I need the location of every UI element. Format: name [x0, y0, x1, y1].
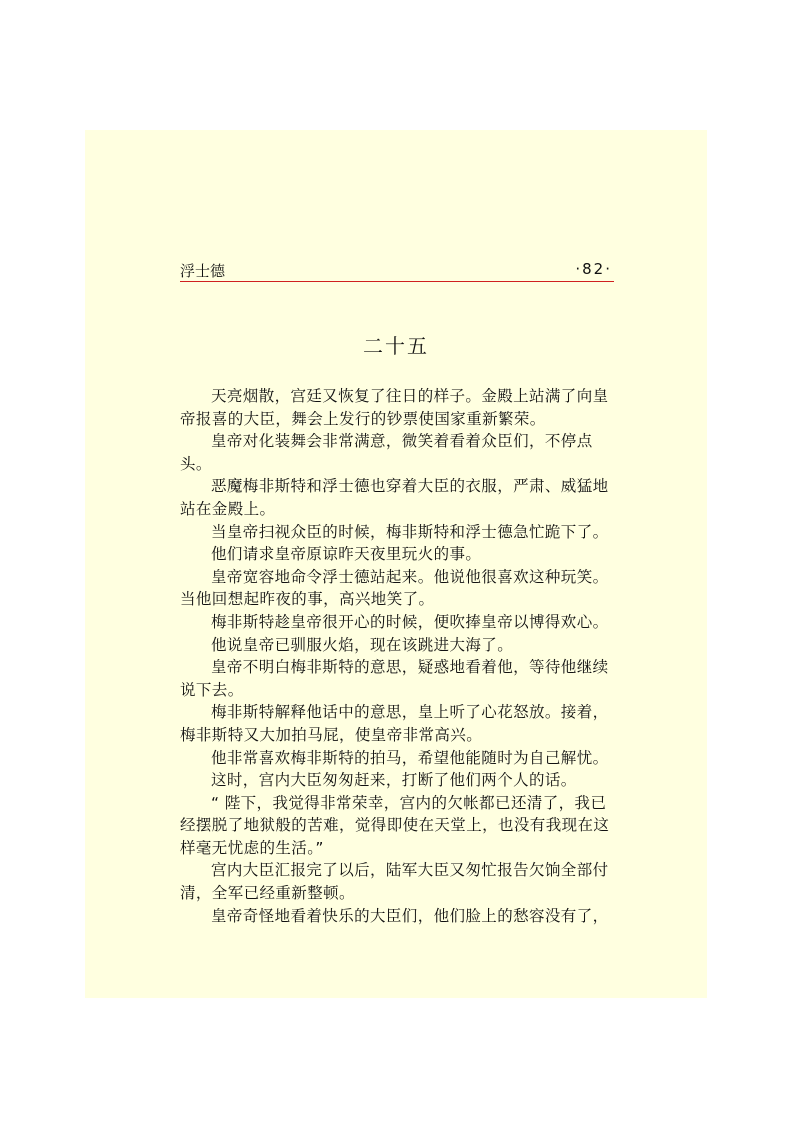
paragraph: 当皇帝扫视众臣的时候，梅非斯特和浮士德急忙跪下了。 [211, 522, 609, 541]
paragraph: 他们请求皇帝原谅昨天夜里玩火的事。 [211, 545, 482, 564]
paragraph: 皇帝宽容地命令浮士德站起来。他说他很喜欢这种玩笑。当他回想起昨夜的事，高兴地笑了。 [180, 567, 609, 609]
paragraph: 天亮烟散，宫廷又恢复了往日的样子。金殿上站满了向皇帝报喜的大臣，舞会上发行的钞票使国家重新繁荣。 [180, 387, 609, 428]
paragraph: 皇帝奇怪地看着快乐的大臣们，他们脸上的愁容没有了， [211, 906, 609, 925]
paragraph: 梅非斯特解释他话中的意思，皇上听了心花怒放。接着，梅非斯特又大加拍马屁，使皇帝非常高兴。 [180, 703, 609, 744]
paragraph: 皇帝不明白梅非斯特的意思，疑惑地看着他，等待他继续说下去。 [180, 658, 609, 699]
page-number: ·82· [575, 260, 612, 278]
book-page [85, 130, 707, 998]
body-text [180, 385, 612, 927]
paragraph: 他非常喜欢梅非斯特的拍马，希望他能随时为自己解忧。 [211, 748, 609, 767]
paragraph: 这时，宫内大臣匆匆赶来，打断了他们两个人的话。 [211, 771, 577, 790]
paragraph: “ 陛下，我觉得非常荣幸，宫内的欠帐都已还清了，我已经摆脱了地狱般的苦难，觉得即使在天堂上，也没有我现在这样毫无忧虑的生活。” [180, 793, 610, 857]
paragraph: 皇帝对化装舞会非常满意，微笑着看着众臣们，不停点头。 [180, 432, 593, 473]
paragraph: 恶魔梅非斯特和浮士德也穿着大臣的衣服，严肃、威猛地站在金殿上。 [180, 477, 609, 518]
chapter-title: 二十五 [363, 334, 429, 358]
paragraph: 宫内大臣汇报完了以后，陆军大臣又匆忙报告欠饷全部付清，全军已经重新整顿。 [180, 861, 609, 903]
running-title: 浮士德 [180, 262, 226, 280]
paragraph: 他说皇帝已驯服火焰，现在该跳进大海了。 [211, 635, 514, 654]
header-rule [180, 281, 614, 282]
paragraph: 梅非斯特趁皇帝很开心的时候，便吹捧皇帝以博得欢心。 [211, 612, 609, 631]
